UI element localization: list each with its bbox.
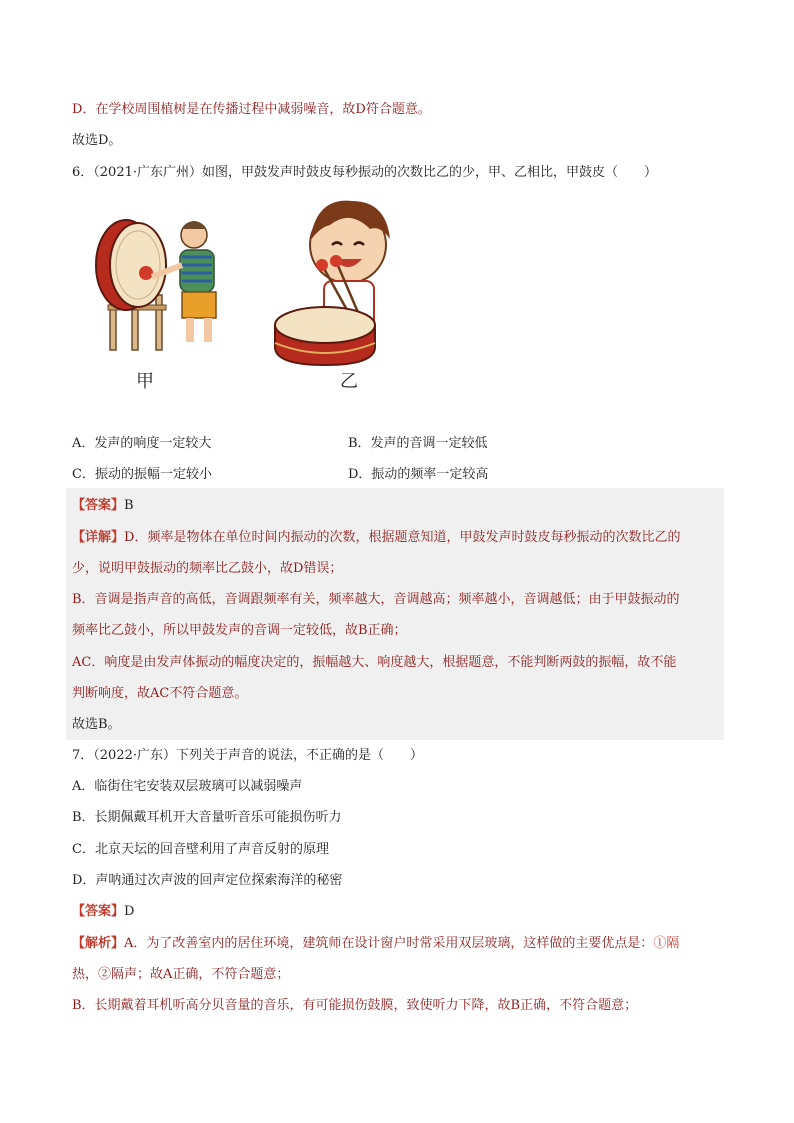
q6-detail-line-4: 频率比乙鼓小，所以甲鼓发声的音调一定较低，故B正确；	[72, 623, 407, 638]
prev-choose: 故选D。	[72, 133, 122, 148]
q6-detail-line-5: AC．响度是由发声体振动的幅度决定的，振幅越大、响度越大，根据题意，不能判断两鼓的振幅，故不能	[72, 655, 677, 670]
q7-analysis-1a: A．为了改善室内的居住环境，建筑师在设计窗户时常采用双层玻璃，这样做的主要优点是：	[124, 936, 654, 951]
label-yi: 乙	[340, 371, 358, 392]
q7-analysis-line-3: B．长期戴着耳机听高分贝音量的音乐，有可能损伤鼓膜，致使听力下降，故B正确，不符合题意；	[72, 998, 638, 1013]
q6-option-a: A．发声的响度一定较大	[72, 436, 212, 451]
q7-option-c: C．北京天坛的回音壁利用了声音反射的原理	[72, 842, 329, 857]
q7-analysis-1a-tail: ①隔	[653, 936, 680, 951]
q7-answer-value: D	[124, 904, 135, 919]
q6-answer-tag: 【答案】	[72, 498, 125, 513]
q6-choose: 故选B。	[72, 717, 121, 732]
q7-analysis-line-1	[72, 935, 679, 953]
label-jia: 甲	[136, 371, 154, 392]
q6-detail-1a: D．频率是物体在单位时间内振动的次数，根据题意知道，甲鼓发声时鼓皮每秒振动的次数比乙的	[124, 530, 681, 545]
drum-yi-figure	[275, 201, 390, 365]
q6-option-b: B．发声的音调一定较低	[348, 436, 488, 451]
q6-detail-tag: 【详解】	[72, 530, 125, 545]
prev-answer-d: D．在学校周围植树是在传播过程中减弱噪音，故D符合题意。	[72, 102, 431, 117]
q6-answer	[72, 497, 134, 515]
q6-detail-line-6: 判断响度，故AC不符合题意。	[72, 686, 248, 701]
q7-answer-tag: 【答案】	[72, 904, 125, 919]
q6-answer-value: B	[124, 498, 134, 513]
q6-stem: 6．（2021·广东广州）如图，甲鼓发声时鼓皮每秒振动的次数比乙的少，甲、乙相比，甲鼓皮（ ）	[72, 165, 657, 180]
drum-jia-figure	[96, 220, 216, 350]
q6-detail-line-3: B．音调是指声音的高低，音调跟频率有关，频率越大，音调越高；频率越小，音调越低；由于甲鼓振动的	[72, 592, 680, 607]
q7-option-b: B．长期佩戴耳机开大音量听音乐可能损伤听力	[72, 810, 342, 825]
q7-answer	[72, 903, 134, 921]
q7-option-d: D．声呐通过次声波的回声定位探索海洋的秘密	[72, 873, 343, 888]
drum-illustration	[86, 195, 466, 395]
q6-detail-line-1	[72, 529, 680, 547]
q7-option-a: A．临街住宅安装双层玻璃可以减弱噪声	[72, 779, 303, 794]
q6-option-c: C．振动的振幅一定较小	[72, 467, 212, 482]
q6-option-d: D．振动的频率一定较高	[348, 467, 489, 482]
q7-analysis-tag: 【解析】	[72, 936, 125, 951]
q7-analysis-line-2: 热，②隔声；故A正确，不符合题意；	[72, 967, 290, 982]
q7-stem: 7．（2022·广东）下列关于声音的说法，不正确的是（ ）	[72, 748, 423, 763]
q6-detail-line-2: 少，说明甲鼓振动的频率比乙鼓小，故D错误；	[72, 561, 343, 576]
